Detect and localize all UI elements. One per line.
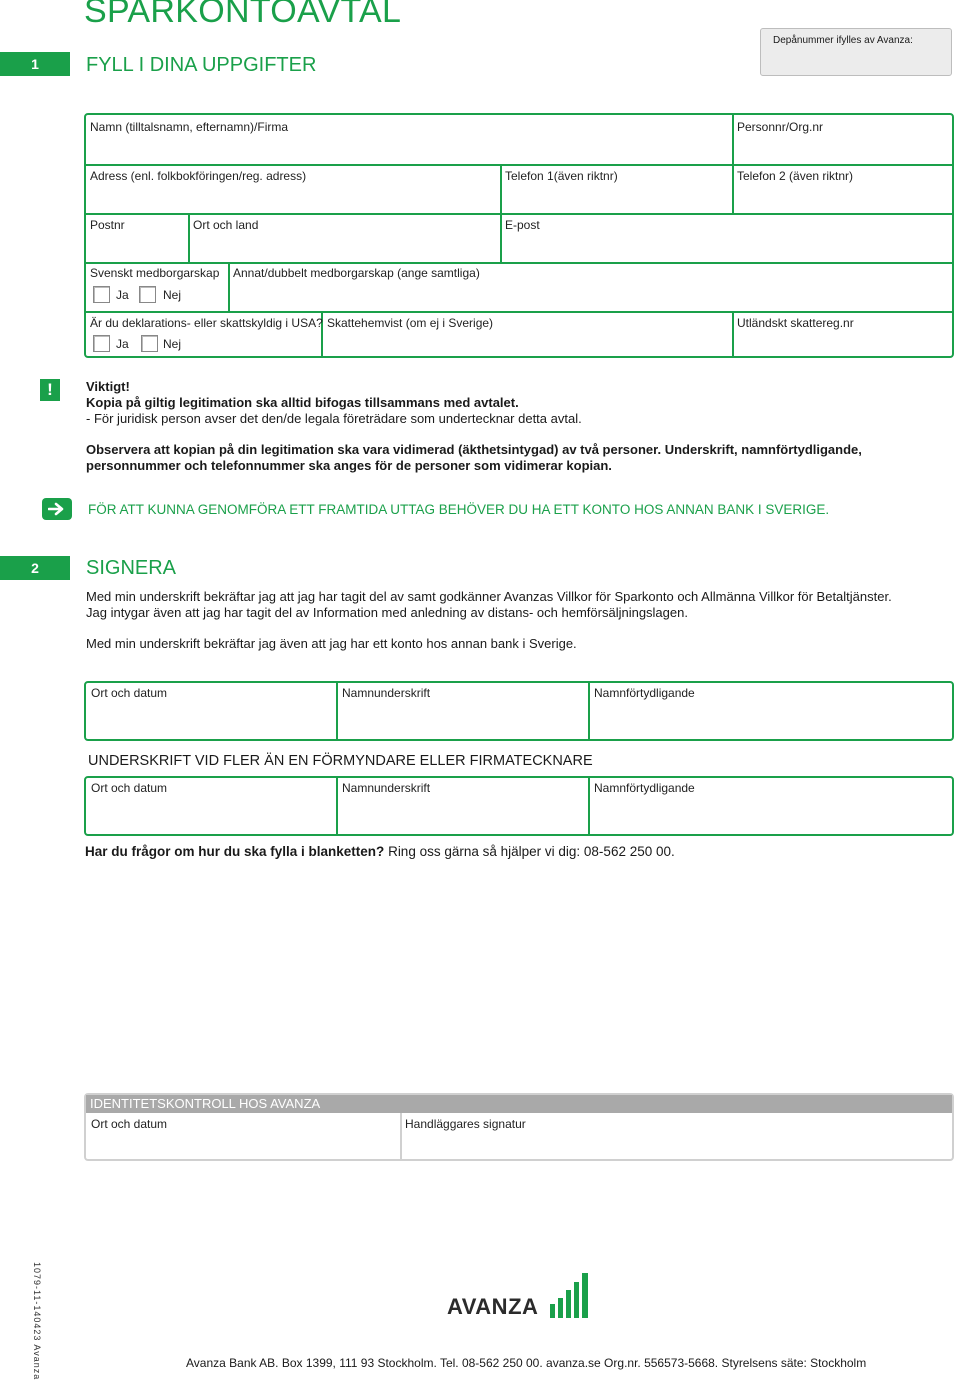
- email-label: E-post: [505, 218, 540, 232]
- usa-tax-no-checkbox[interactable]: [141, 335, 158, 352]
- bank-account-notice: FÖR ATT KUNNA GENOMFÖRA ETT FRAMTIDA UTTAG BEHÖVER DU HA ETT KONTO HOS ANNAN BANK I SVERIGE.: [88, 502, 830, 517]
- avanza-logo: [447, 1272, 592, 1320]
- postnr-label: Postnr: [90, 218, 125, 232]
- usa-tax-yes-label: Ja: [116, 337, 129, 351]
- handler-signature-label: Handläggares signatur: [405, 1117, 526, 1131]
- place-date-label: Ort och datum: [91, 686, 168, 700]
- col-divider: [336, 778, 338, 834]
- col-divider: [588, 683, 590, 739]
- exclamation-icon: !: [40, 379, 60, 401]
- notice-line-1: Kopia på giltig legitimation ska alltid bifogas tillsammans med avtalet.: [86, 395, 519, 410]
- id-place-date-label: Ort och datum: [91, 1117, 168, 1131]
- form-code: 1079-11-140423 Avanza: [32, 1262, 42, 1380]
- citizenship-yes-label: Ja: [116, 288, 129, 302]
- tax-residence-label: Skattehemvist (om ej i Sverige): [327, 316, 494, 330]
- city-label: Ort och land: [193, 218, 259, 232]
- name-clarification-label: Namnförtydligande: [594, 686, 695, 700]
- citizenship-label: Svenskt medborgarskap: [90, 266, 220, 280]
- sign-paragraph-2: Jag intygar även att jag har tagit del av Information med anledning av distans- och hemförsäljningslagen.: [86, 605, 688, 620]
- name-clarification-label-2: Namnförtydligande: [594, 781, 695, 795]
- signature-label: Namnunderskrift: [342, 686, 431, 700]
- notice-paragraph: Observera att kopian på din legitimation ska vara vidimerad (äkthetsintygad) av två personer. Underskrift, namnförtydligande, personnummer och telefonnummer ska anges för de personer som vidimerar kopian.: [86, 442, 862, 473]
- id-control-box: [84, 1093, 954, 1161]
- logo-text: AVANZA: [447, 1294, 539, 1319]
- phone1-label: Telefon 1(även riktnr): [505, 169, 618, 183]
- document-title: SPARKONTOAVTAL: [84, 0, 402, 30]
- col-divider: [732, 115, 734, 213]
- notice-line-2: - För juridisk person avser det den/de legala företrädare som undertecknar detta avtal.: [86, 411, 582, 426]
- depa-number-field[interactable]: [760, 28, 952, 76]
- usa-tax-no-label: Nej: [163, 337, 182, 351]
- logo-bars-icon: [550, 1272, 590, 1318]
- row-divider: [86, 262, 952, 264]
- signature-box: [84, 681, 954, 741]
- address-label: Adress (enl. folkbokföringen/reg. adress): [90, 169, 307, 183]
- sign-paragraph-1: Med min underskrift bekräftar jag att jag har tagit del av samt godkänner Avanzas Villkor för Sparkonto och Allmänna Villkor för Betaltjänster.: [86, 589, 892, 604]
- sign-paragraph-3: Med min underskrift bekräftar jag även att jag har ett konto hos annan bank i Sverige.: [86, 636, 577, 651]
- col-divider: [188, 213, 190, 262]
- personal-details-form: [84, 113, 954, 358]
- col-divider: [336, 683, 338, 739]
- arrow-right-icon: [42, 498, 72, 520]
- name-label: Namn (tilltalsnamn, efternamn)/Firma: [90, 120, 289, 134]
- col-divider: [228, 262, 230, 311]
- section-1-badge: 1: [0, 52, 70, 76]
- other-citizenship-label: Annat/dubbelt medborgarskap (ange samtliga): [233, 266, 480, 280]
- citizenship-no-label: Nej: [163, 288, 182, 302]
- col-divider: [500, 164, 502, 262]
- foreign-tax-label: Utländskt skattereg.nr: [737, 316, 854, 330]
- section-1-heading: FYLL I DINA UPPGIFTER: [86, 54, 317, 76]
- multi-signer-heading: UNDERSKRIFT VID FLER ÄN EN FÖRMYNDARE ELLER FIRMATECKNARE: [88, 753, 593, 769]
- row-divider: [86, 164, 952, 166]
- section-2-heading: SIGNERA: [86, 557, 177, 579]
- notice-heading: Viktigt!: [86, 379, 130, 394]
- questions-bold: Har du frågor om hur du ska fylla i blanketten?: [85, 844, 385, 859]
- place-date-label-2: Ort och datum: [91, 781, 168, 795]
- personnr-label: Personnr/Org.nr: [737, 120, 824, 134]
- id-control-heading: IDENTITETSKONTROLL HOS AVANZA: [86, 1095, 952, 1113]
- depa-number-label: Depånummer ifylles av Avanza:: [773, 35, 913, 46]
- signature-label-2: Namnunderskrift: [342, 781, 431, 795]
- row-divider: [86, 213, 952, 215]
- usa-tax-yes-checkbox[interactable]: [93, 335, 110, 352]
- footer-address: Avanza Bank AB. Box 1399, 111 93 Stockholm. Tel. 08-562 250 00. avanza.se Org.nr. 556573-5668. Styrelsens säte: Stockholm: [186, 1356, 867, 1370]
- col-divider: [588, 778, 590, 834]
- col-divider: [400, 1113, 402, 1159]
- questions-rest: Ring oss gärna så hjälper vi dig: 08-562 250 00.: [384, 844, 675, 859]
- usa-tax-label: Är du deklarations- eller skattskyldig i USA?: [90, 316, 323, 330]
- section-2-badge: 2: [0, 556, 70, 580]
- col-divider: [732, 311, 734, 358]
- citizenship-yes-checkbox[interactable]: [93, 286, 110, 303]
- phone2-label: Telefon 2 (även riktnr): [737, 169, 854, 183]
- signature-box-2: [84, 776, 954, 836]
- row-divider: [86, 311, 952, 313]
- citizenship-no-checkbox[interactable]: [139, 286, 156, 303]
- questions-line: [85, 844, 675, 860]
